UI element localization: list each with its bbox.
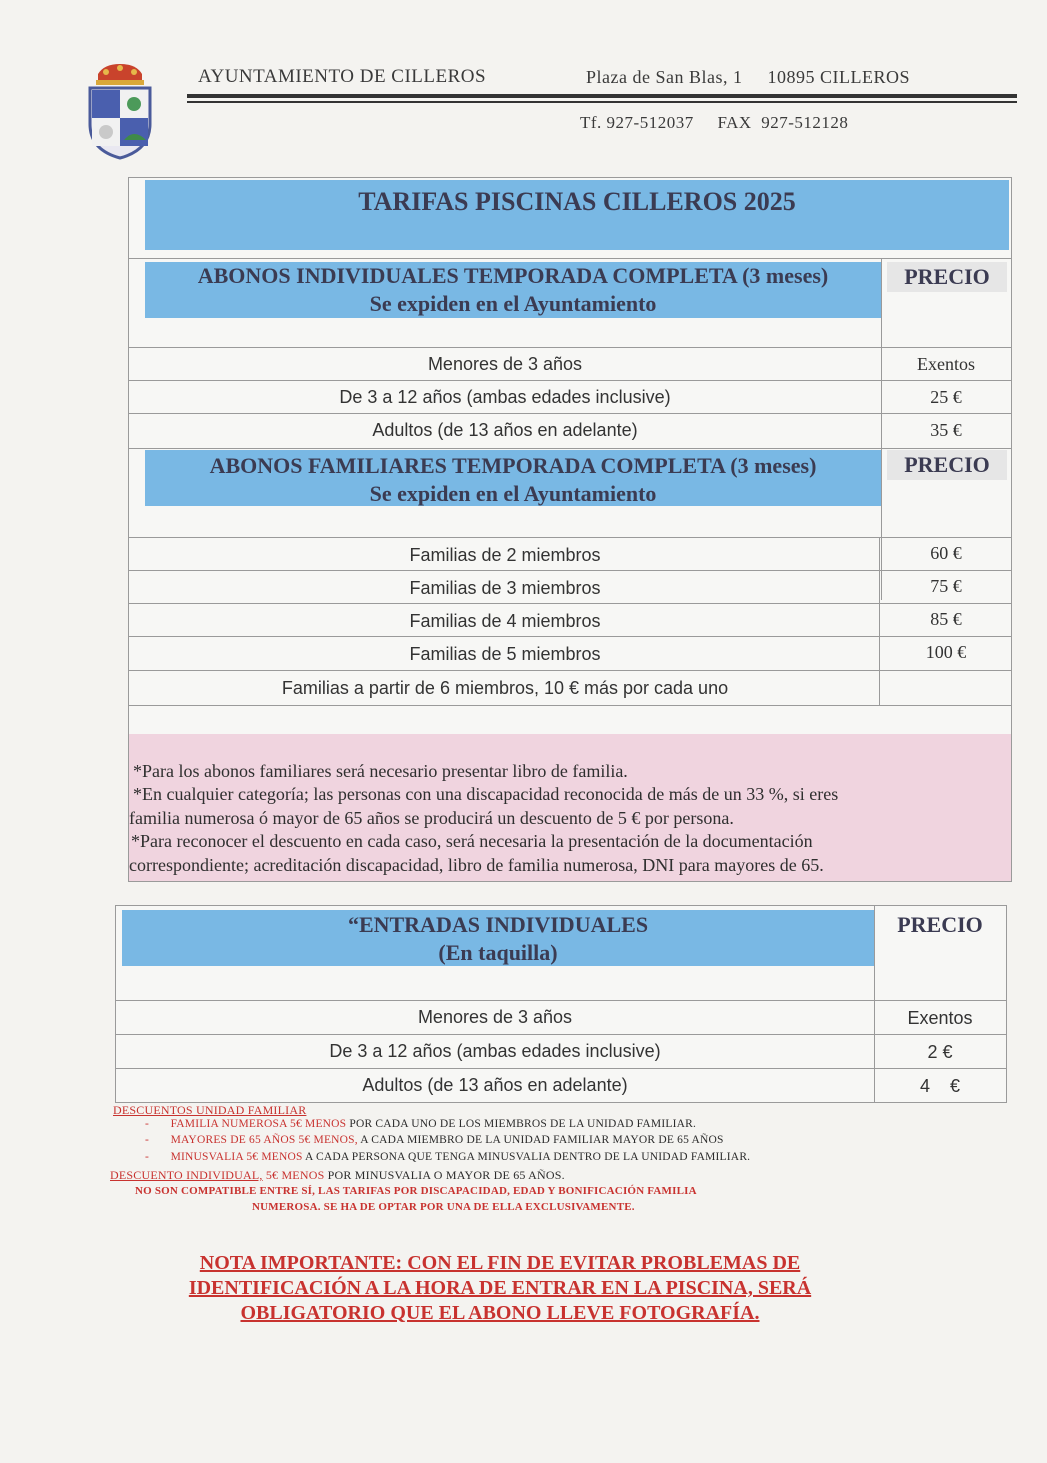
organization-address: Plaza de San Blas, 1 10895 CILLEROS — [586, 67, 910, 87]
individual-entries-table — [115, 905, 1007, 1103]
entries-price-header: PRECIO — [897, 912, 983, 937]
discount-item: - MINUSVALIA 5€ MENOS A CADA PERSONA QUE TENGA MINUSVALIA DENTRO DE LA UNIDAD FAMILIAR. — [145, 1151, 751, 1163]
family-row-label: Familias de 2 miembros — [409, 545, 601, 565]
family-row-price: 100 € — [925, 642, 967, 662]
entries-subheading: (En taquilla) — [438, 940, 558, 965]
note-line: correspondiente; acreditación discapacidad, libro de familia numerosa, DNI para mayores de 65. — [129, 855, 824, 875]
entries-row-price: 4 € — [919, 1076, 961, 1096]
entries-row-price: 2 € — [927, 1042, 953, 1062]
note-line: *Para los abonos familiares será necesario presentar libro de familia. — [133, 761, 628, 781]
note-line: *Para reconocer el descuento en cada caso, será necesaria la presentación de la documentación — [131, 831, 813, 851]
municipal-crest-logo — [84, 62, 156, 162]
family-row-price: 60 € — [930, 543, 962, 563]
family-season-heading: ABONOS FAMILIARES TEMPORADA COMPLETA (3 meses) — [209, 453, 817, 478]
season-pass-table — [128, 177, 1012, 882]
compatibility-note: NUMEROSA. SE HA DE OPTAR POR UNA DE ELLA EXCLUSIVAMENTE. — [252, 1201, 635, 1213]
individual-row-label: Adultos (de 13 años en adelante) — [372, 420, 638, 440]
discount-item: - FAMILIA NUMEROSA 5€ MENOS POR CADA UNO DE LOS MIEMBROS DE LA UNIDAD FAMILIAR. — [145, 1118, 697, 1130]
entries-row-label: De 3 a 12 años (ambas edades inclusive) — [329, 1041, 661, 1061]
organization-name: AYUNTAMIENTO DE CILLEROS — [198, 66, 487, 87]
page-title: TARIFAS PISCINAS CILLEROS 2025 — [358, 187, 796, 216]
entries-row-label: Menores de 3 años — [417, 1007, 573, 1027]
family-row-label: Familias a partir de 6 miembros, 10 € más por cada uno — [281, 678, 729, 698]
entries-row-label: Adultos (de 13 años en adelante) — [362, 1075, 628, 1095]
individual-row-price: 35 € — [930, 420, 962, 440]
family-row-price: 75 € — [930, 576, 962, 596]
family-season-subheading: Se expiden en el Ayuntamiento — [369, 481, 657, 506]
individual-row-label: De 3 a 12 años (ambas edades inclusive) — [339, 387, 671, 407]
family-row-label: Familias de 5 miembros — [409, 644, 601, 664]
entries-heading: “ENTRADAS INDIVIDUALES — [347, 912, 649, 937]
header-rule — [187, 101, 1017, 103]
family-row-price: 85 € — [930, 609, 962, 629]
individual-season-subheading: Se expiden en el Ayuntamiento — [369, 291, 657, 316]
compatibility-note: NO SON COMPATIBLE ENTRE SÍ, LAS TARIFAS POR DISCAPACIDAD, EDAD Y BONIFICACIÓN FAMILIA — [135, 1185, 697, 1197]
family-row-label: Familias de 4 miembros — [409, 611, 601, 631]
individual-row-price: 25 € — [930, 387, 962, 407]
header-rule — [187, 94, 1017, 98]
individual-row-price: Exentos — [917, 354, 975, 374]
individual-row-label: Menores de 3 años — [427, 354, 583, 374]
individual-season-heading: ABONOS INDIVIDUALES TEMPORADA COMPLETA (3 meses) — [197, 263, 829, 288]
family-discount-heading: DESCUENTOS UNIDAD FAMILIAR — [113, 1103, 307, 1117]
note-line: familia numerosa ó mayor de 65 años se producirá un descuento de 5 € por persona. — [129, 808, 734, 828]
important-note: NOTA IMPORTANTE: CON EL FIN DE EVITAR PROBLEMAS DE IDENTIFICACIÓN A LA HORA DE ENTRAR EN LA PISCINA, SERÁ OBLIGATORIO QUE EL ABONO LLEVE FOTOGRAFÍA. — [188, 1252, 812, 1324]
note-line: *En cualquier categoría; las personas con una discapacidad reconocida de más de un 33 %, si eres — [133, 784, 839, 804]
entries-row-price: Exentos — [907, 1008, 973, 1028]
organization-phones: Tf. 927-512037 FAX 927-512128 — [580, 113, 849, 132]
individual-season-price-header: PRECIO — [887, 262, 1007, 292]
individual-discount: DESCUENTO INDIVIDUAL, 5€ MENOS POR MINUSVALIA O MAYOR DE 65 AÑOS. — [110, 1168, 565, 1182]
discount-item: - MAYORES DE 65 AÑOS 5€ MENOS, A CADA MIEMBRO DE LA UNIDAD FAMILIAR MAYOR DE 65 AÑOS — [145, 1134, 724, 1146]
family-row-label: Familias de 3 miembros — [409, 578, 601, 598]
family-season-price-header: PRECIO — [887, 450, 1007, 480]
